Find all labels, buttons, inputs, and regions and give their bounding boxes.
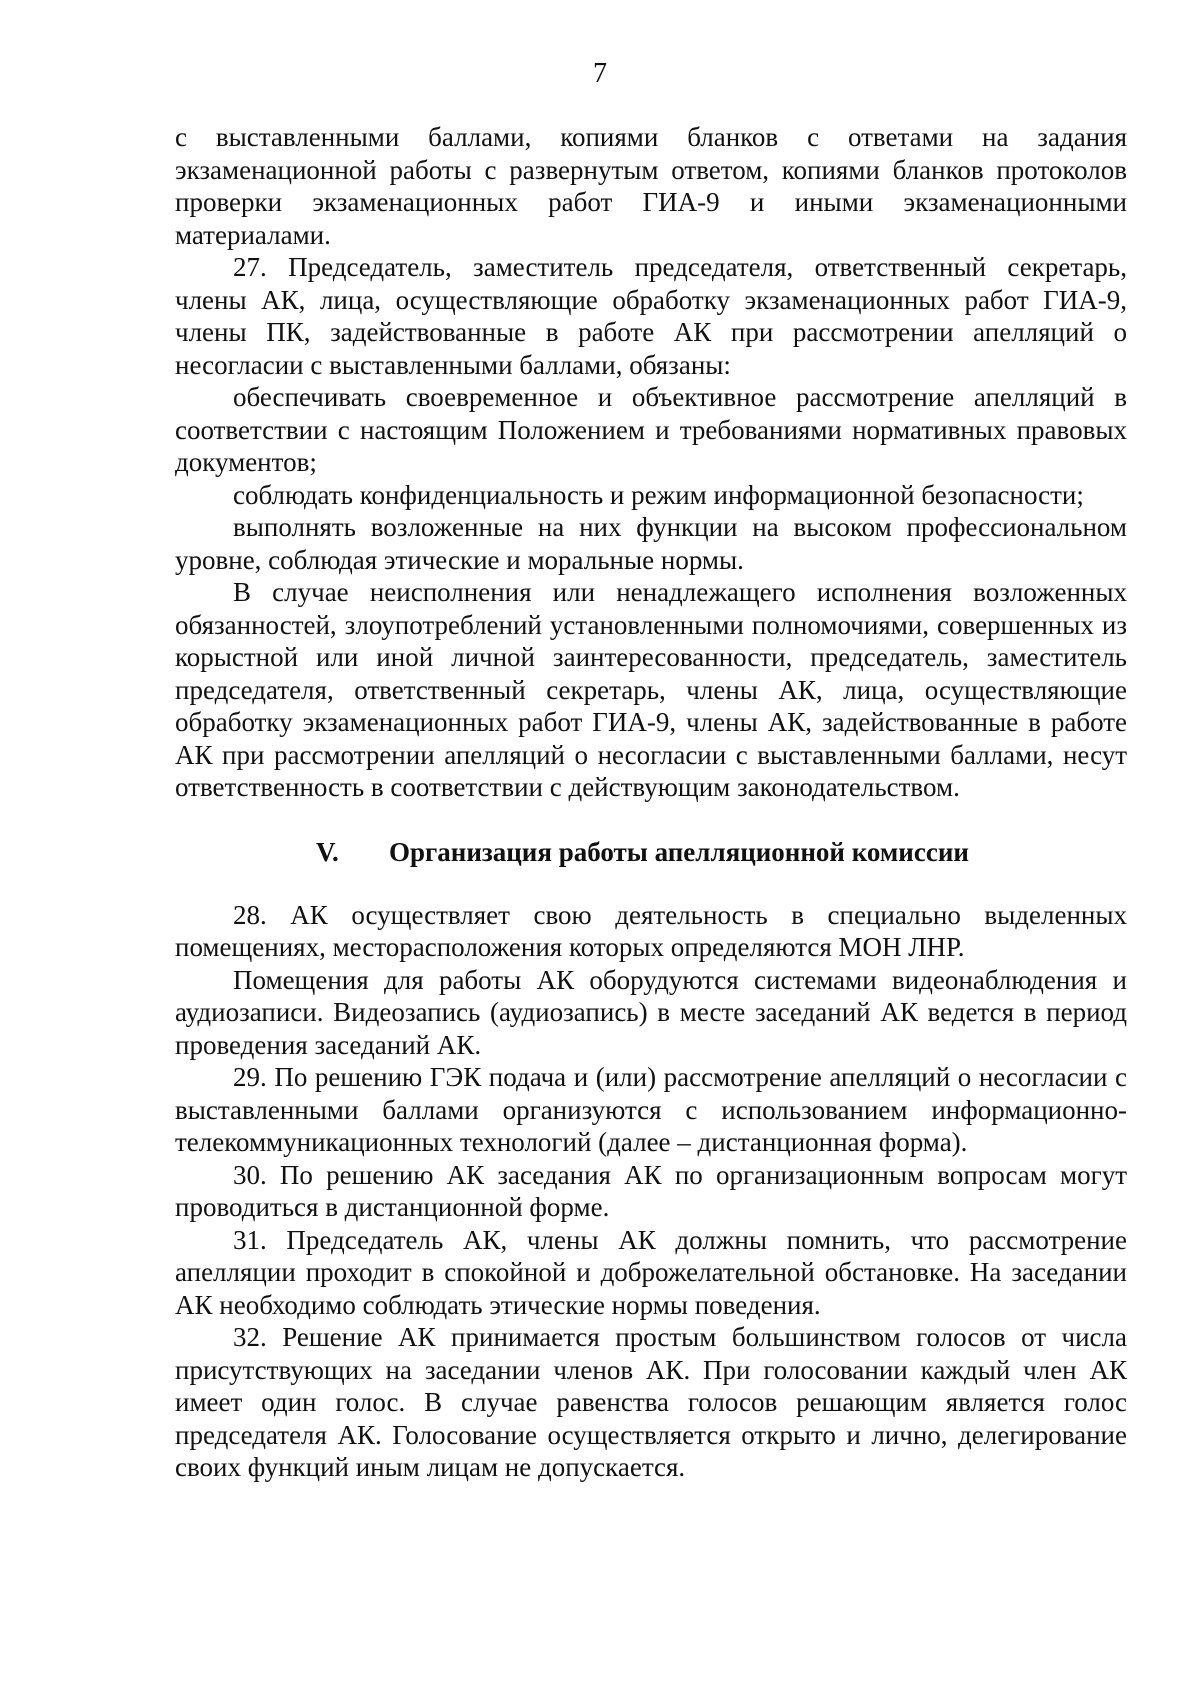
paragraph: с выставленными баллами, копиями бланков с ответами на задания экзаменационной работы с развернутым ответом, копиями бланков протоколов проверки экзаменационных работ ГИА-9 и иными экзаменационными материалами. [175, 122, 1127, 250]
paragraph: 27. Председатель, заместитель председателя, ответственный секретарь, члены АК, лица, осуществляющие обработку экзаменационных работ ГИА-9, члены ПК, задействованные в работе АК при рассмотрении апелляций о несогласии с выставленными баллами, обязаны: [175, 252, 1127, 380]
section-number: V. [316, 836, 339, 867]
paragraph: 31. Председатель АК, члены АК должны помнить, что рассмотрение апелляции проходит в спокойной и доброжелательной обстановке. На заседании АК необходимо соблюдать этические нормы поведения. [175, 1224, 1127, 1320]
section-title: Организация работы апелляционной комиссии [389, 836, 969, 867]
paragraph: выполнять возложенные на них функции на высоком профессиональном уровне, соблюдая этические и моральные нормы. [175, 512, 1127, 575]
paragraph: 30. По решению АК заседания АК по организационным вопросам могут проводиться в дистанционной форме. [175, 1159, 1127, 1222]
paragraph: 32. Решение АК принимается простым большинством голосов от числа присутствующих на заседании членов АК. При голосовании каждый член АК имеет один голос. В случае равенства голосов решающим является голос председателя АК. Голосование осуществляется открыто и лично, делегирование своих функций иным лицам не допускается. [175, 1322, 1127, 1482]
section-heading [175, 836, 1127, 868]
paragraph: обеспечивать своевременное и объективное рассмотрение апелляций в соответствии с настоящим Положением и требованиями нормативных правовых документов; [175, 382, 1127, 477]
page-number: 7 [593, 58, 607, 89]
document-body [175, 121, 1127, 1484]
paragraph: В случае неисполнения или ненадлежащего исполнения возложенных обязанностей, злоупотреблений установленными полномочиями, совершенных из корыстной или иной личной заинтересованности, председатель, заместитель председателя, ответственный секретарь, члены АК, лица, осуществляющие обработку экзаменационных работ ГИА-9, члены АК, задействованные в работе АК при рассмотрении апелляций о несогласии с выставленными баллами, несут ответственность в соответствии с действующим законодательством. [175, 577, 1127, 802]
paragraph: Помещения для работы АК оборудуются системами видеонаблюдения и аудиозаписи. Видеозапись (аудиозапись) в месте заседаний АК ведется в период проведения заседаний АК. [175, 964, 1127, 1060]
paragraph: 28. АК осуществляет свою деятельность в специально выделенных помещениях, месторасположения которых определяются МОН ЛНР. [175, 899, 1127, 962]
paragraph: соблюдать конфиденциальность и режим информационной безопасности; [233, 479, 1084, 510]
paragraph: 29. По решению ГЭК подача и (или) рассмотрение апелляций о несогласии с выставленными баллами организуются с использованием информационно-телекоммуникационных технологий (далее – дистанционная форма). [175, 1062, 1127, 1157]
